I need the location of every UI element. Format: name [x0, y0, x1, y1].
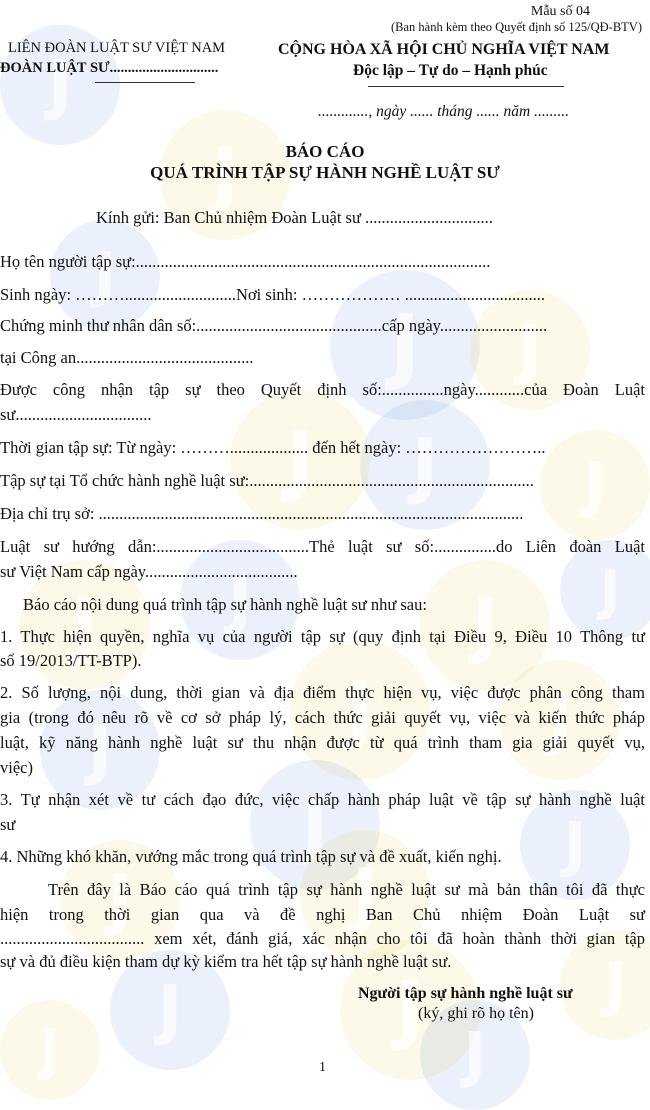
- watermark-glyph: J: [285, 415, 315, 505]
- watermark-glyph: J: [411, 423, 439, 507]
- signer-note: (ký, ghi rõ họ tên): [418, 1005, 534, 1022]
- item-1-line2: số 19/2013/TT-BTP).: [0, 651, 142, 670]
- watermark-glyph: J: [395, 965, 425, 1055]
- item-3-line1: 3. Tự nhận xét về tư cách đạo đức, việc chấp hành pháp luật về tập sự hành nghề luật: [0, 790, 645, 809]
- item-3-line2: sư: [0, 815, 16, 834]
- watermark-glyph: J: [93, 239, 117, 311]
- watermark-glyph: J: [227, 561, 253, 639]
- watermark-glyph: J: [583, 449, 607, 521]
- report-subtitle: QUÁ TRÌNH TẬP SỰ HÀNH NGHỀ LUẬT SƯ: [150, 163, 500, 182]
- organization-sub: ĐOÀN LUẬT SƯ..............................: [0, 60, 219, 76]
- watermark-glyph: J: [211, 133, 239, 217]
- field-period[interactable]: Thời gian tập sự: Từ ngày: ………................... đến hết ngày: ……………………..: [0, 438, 546, 457]
- watermark-glyph: J: [547, 681, 573, 759]
- watermark-glyph: J: [39, 1018, 61, 1082]
- field-trainee-name[interactable]: Họ tên người tập sự:......................................................................................: [0, 252, 491, 271]
- left-header-rule: [95, 82, 195, 83]
- watermark-glyph: J: [599, 558, 621, 622]
- organization-name: LIÊN ĐOÀN LUẬT SƯ VIỆT NAM: [8, 40, 226, 56]
- item-1-line1: 1. Thực hiện quyền, nghĩa vụ của người tập sự (quy định tại Điều 9, Điều 10 Thông tư: [0, 627, 645, 646]
- closing-line2: hiện trong thời gian qua và đề nghị Ban Chủ nhiệm Đoàn Luật sư: [0, 905, 645, 924]
- nation-heading: CỘNG HÒA XÃ HỘI CHỦ NGHĨA VIỆT NAM: [278, 41, 610, 58]
- watermark-glyph: J: [87, 711, 113, 789]
- field-birth[interactable]: Sinh ngày: ………...........................Nơi sinh: ……………… ..................................: [0, 285, 545, 304]
- field-mentor-line1[interactable]: Luật sư hướng dẫn:.....................................Thẻ luật sư số:...............do Liên đoàn Luật: [0, 537, 645, 556]
- field-id-card[interactable]: Chứng minh thư nhân dân số:.............................................cấp ngày..........................: [0, 316, 548, 335]
- item-2-line4: việc): [0, 758, 33, 777]
- date-line: ............., ngày ...... tháng ...... năm .........: [318, 103, 570, 120]
- item-2-line2: gia (trong đó nêu rõ về cơ sở pháp lý, cách thức giải quyết vụ, việc và kiến thức pháp: [0, 708, 645, 727]
- item-2-line1: 2. Số lượng, nội dung, thời gian và địa điểm thực hiện vụ, việc được phân công tham: [0, 683, 645, 702]
- closing-line1: Trên đây là Báo cáo quá trình tập sự hành nghề luật sư mà bản thân tôi đã thực: [48, 880, 645, 899]
- form-code: Mẫu số 04: [530, 4, 590, 19]
- field-police[interactable]: tại Công an...........................................: [0, 348, 254, 367]
- page-number: 1: [319, 1060, 326, 1075]
- watermark-glyph: J: [157, 971, 183, 1049]
- field-address[interactable]: Địa chỉ trụ sở: .......................................................................................................: [0, 504, 524, 523]
- national-motto: Độc lập – Tự do – Hạnh phúc: [353, 62, 548, 79]
- field-mentor-line2[interactable]: sư Việt Nam cấp ngày.....................................: [0, 562, 298, 581]
- watermark-glyph: J: [345, 665, 375, 755]
- closing-line3: ................................... xem xét, đánh giá, xác nhận cho tôi đã hoàn thành thời gian tập: [0, 929, 645, 948]
- watermark-glyph: J: [389, 296, 421, 394]
- watermark-glyph: J: [471, 583, 499, 667]
- field-recognized-line1[interactable]: Được công nhận tập sự theo Quyết định số:...............ngày............của Đoàn Luật: [0, 380, 645, 399]
- right-header-rule: [368, 86, 564, 87]
- closing-line4: sự và đủ điều kiện tham dự kỳ kiểm tra hết tập sự hành nghề luật sư.: [0, 952, 452, 971]
- item-2-line3: luật, kỹ năng hành nghề luật sư thu nhận được từ quá trình tham gia giải quyết vụ,: [0, 733, 645, 752]
- watermark-glyph: J: [517, 311, 543, 389]
- report-title: BÁO CÁO: [285, 142, 365, 161]
- watermark-glyph: J: [47, 46, 73, 124]
- watermark-glyph: J: [463, 1019, 487, 1091]
- watermark-glyph: J: [107, 861, 133, 939]
- watermark-glyph: J: [301, 783, 329, 867]
- signer-title: Người tập sự hành nghề luật sư: [358, 985, 573, 1002]
- watermark-glyph: J: [71, 583, 99, 667]
- watermark-glyph: J: [351, 853, 379, 937]
- field-recognized-line2[interactable]: sư.................................: [0, 405, 152, 424]
- item-4-line1: 4. Những khó khăn, vướng mắc trong quá trình tập sự và đề xuất, kiến nghị.: [0, 847, 502, 866]
- report-intro: Báo cáo nội dung quá trình tập sự hành nghề luật sư như sau:: [23, 595, 427, 614]
- field-organization[interactable]: Tập sự tại Tổ chức hành nghề luật sư:.....................................................................: [0, 471, 534, 490]
- recipient-line: Kính gửi: Ban Chủ nhiệm Đoàn Luật sư ...............................: [96, 208, 493, 227]
- watermark-glyph: J: [563, 809, 587, 881]
- issued-with-note: (Ban hành kèm theo Quyết định số 125/QĐ-BTV): [390, 20, 642, 34]
- watermark-glyph: J: [603, 949, 627, 1021]
